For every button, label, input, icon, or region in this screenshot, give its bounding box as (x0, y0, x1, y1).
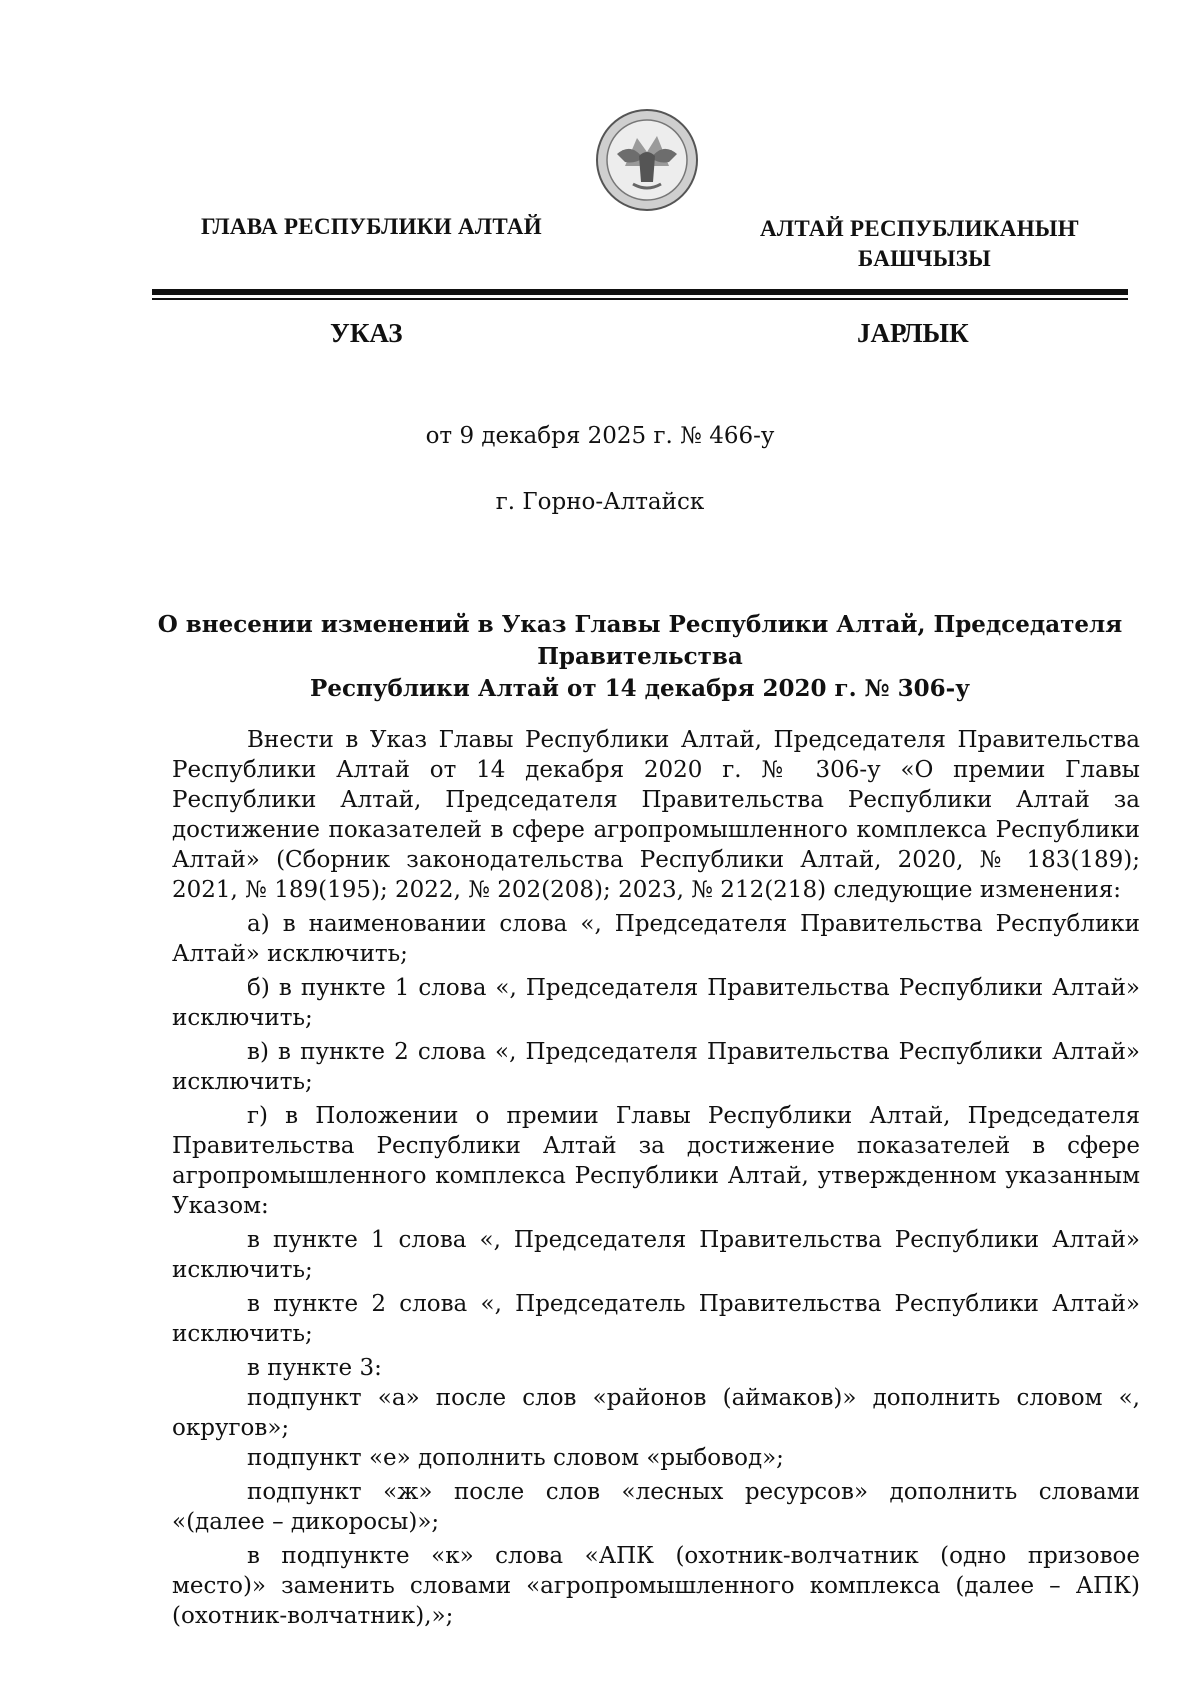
paragraph-a: а) в наименовании слова «, Председателя Правительства Республики Алтай» исключить; (172, 911, 1140, 967)
paragraph-b: б) в пункте 1 слова «, Председателя Правительства Республики Алтай» исключить; (172, 975, 1140, 1031)
paragraph-sub-k: в подпункте «к» слова «АПК (охотник-волчатник (одно призовое место)» заменить словами «агропромышленного комплекса (далее – АПК) (охотник-волчатник),»; (172, 1543, 1140, 1629)
header-right-line1: АЛТАЙ РЕСПУБЛИКАНЫҤ (760, 216, 1080, 241)
document-title-line2: Республики Алтай от 14 декабря 2020 г. № 306-у (310, 675, 970, 702)
date-number: от 9 декабря 2025 г. № 466-у (425, 423, 775, 449)
paragraph-item2: в пункте 2 слова «, Председатель Правительства Республики Алтай» исключить; (172, 1291, 1140, 1347)
paragraph-sub-zh: подпункт «ж» после слов «лесных ресурсов» дополнить словами «(далее – дикоросы)»; (172, 1479, 1140, 1535)
header-rule-thick (152, 289, 1128, 295)
title-ukaz: УКАЗ (330, 318, 403, 348)
paragraph-sub-e: подпункт «е» дополнить словом «рыбовод»; (247, 1445, 784, 1471)
header-rule-thin (152, 298, 1128, 300)
paragraph-g: г) в Положении о премии Главы Республики Алтай, Председателя Правительства Республики Алтай за достижение показателей в сфере агропромышленного комплекса Республики Алтай, утвержденном указанным Указом: (172, 1103, 1140, 1219)
header-right-title (760, 214, 1090, 274)
document-title-line1: О внесении изменений в Указ Главы Республики Алтай, Председателя Правительства (157, 611, 1123, 670)
paragraph-v: в) в пункте 2 слова «, Председателя Правительства Республики Алтай» исключить; (172, 1039, 1140, 1095)
paragraph-intro: Внести в Указ Главы Республики Алтай, Председателя Правительства Республики Алтай от 14 декабря 2020 г. № 306-у «О премии Главы Республики Алтай, Председателя Правительства Республики Алтай за достижение показателей в сфере агропромышленного комплекса Республики Алтай» (Сборник законодательства Республики Алтай, 2020, № 183(189); 2021, № 189(195); 2022, № 202(208); 2023, № 212(218) следующие изменения: (172, 727, 1140, 903)
paragraph-item1: в пункте 1 слова «, Председателя Правительства Республики Алтай» исключить; (172, 1227, 1140, 1283)
paragraph-sub-a: подпункт «а» после слов «районов (аймаков)» дополнить словом «, округов»; (172, 1385, 1140, 1441)
paragraph-item3: в пункте 3: (247, 1355, 382, 1381)
header-left-title: ГЛАВА РЕСПУБЛИКИ АЛТАЙ (201, 214, 542, 239)
document-body (172, 725, 1140, 1631)
header-right-line2: БАШЧЫЗЫ (858, 246, 992, 271)
altai-republic-emblem-icon (595, 108, 699, 212)
title-jarlyk: ЈАРЛЫК (857, 318, 969, 348)
document-title (152, 609, 1128, 705)
city: г. Горно-Алтайск (495, 489, 705, 515)
